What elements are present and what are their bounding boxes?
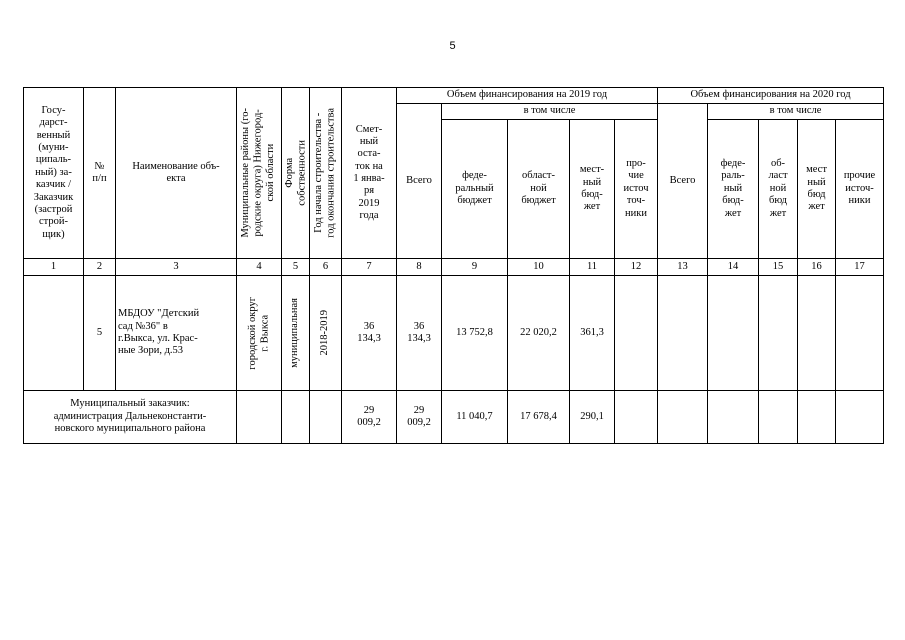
column-number: 5 [282,259,310,276]
header-fin-2019: Объем финансирования на 2019 год [397,88,658,104]
header-other-2020: прочие источ- ники [836,120,884,259]
column-number: 17 [836,259,884,276]
header-local-2019: мест- ный бюд- жет [570,120,615,259]
header-regional-2020: об- ласт ной бюд жет [759,120,798,259]
table-row-customer-total [24,391,884,444]
cell-district [237,391,282,444]
column-number: 10 [508,259,570,276]
header-total-2020: Всего [658,104,708,259]
column-number: 7 [342,259,397,276]
cell-local-2020 [798,276,836,391]
column-number: 14 [708,259,759,276]
column-number: 9 [442,259,508,276]
cell-local-2019: 361,3 [570,276,615,391]
cell-total-2019: 36 134,3 [397,276,442,391]
cell-estimate: 29 009,2 [342,391,397,444]
cell-ownership [282,391,310,444]
header-incl-2019: в том числе [442,104,658,120]
column-number: 8 [397,259,442,276]
column-number: 4 [237,259,282,276]
header-years: Год начала строительства - год окончания строительства [310,88,342,259]
cell-num: 5 [84,276,116,391]
header-regional-2019: област- ной бюджет [508,120,570,259]
column-number: 6 [310,259,342,276]
cell-customer-label: Муниципальный заказчик: администрация Дальнеконстанти- новского муниципального района [24,391,237,444]
column-number: 15 [759,259,798,276]
cell-federal-2020 [708,391,759,444]
cell-object-name: МБДОУ "Детский сад №36" в г.Выкса, ул. Крас- ные Зори, д.53 [116,276,237,391]
column-number: 13 [658,259,708,276]
header-fin-2020: Объем финансирования на 2020 год [658,88,884,104]
cell-regional-2019: 17 678,4 [508,391,570,444]
cell-other-2019 [615,391,658,444]
cell-other-2020 [836,276,884,391]
header-federal-2019: феде- ральный бюджет [442,120,508,259]
header-estimate: Смет- ный оста- ток на 1 янва- ря 2019 года [342,88,397,259]
header-total-2019: Всего [397,104,442,259]
page-number: 5 [449,40,456,52]
header-incl-2020: в том числе [708,104,884,120]
cell-total-2019: 29 009,2 [397,391,442,444]
cell-other-2019 [615,276,658,391]
header-ownership: Форма собственности [282,88,310,259]
cell-regional-2020 [759,276,798,391]
cell-years [310,391,342,444]
cell-federal-2019: 11 040,7 [442,391,508,444]
cell-total-2020 [658,391,708,444]
cell-customer [24,276,84,391]
column-number: 3 [116,259,237,276]
cell-total-2020 [658,276,708,391]
header-num: № п/п [84,88,116,259]
column-number: 11 [570,259,615,276]
cell-district: городской округ г. Выкса [237,276,282,391]
cell-federal-2019: 13 752,8 [442,276,508,391]
header-federal-2020: феде- раль- ный бюд- жет [708,120,759,259]
table-row-object [24,276,884,391]
header-districts: Муниципальные районы (го- родские округа) Нижегород- ской области [237,88,282,259]
column-numbers-row [24,259,884,276]
column-number: 2 [84,259,116,276]
cell-ownership: муниципальная [282,276,310,391]
financing-table [23,87,884,444]
cell-regional-2020 [759,391,798,444]
cell-local-2020 [798,391,836,444]
header-customer: Госу- дарст- венный (муни- ципаль- ный) за- казчик / Заказчик (застрой строй- щик) [24,88,84,259]
header-other-2019: про- чие источ точ- ники [615,120,658,259]
header-local-2020: мест ный бюд жет [798,120,836,259]
header-object-name: Наименование объ- екта [116,88,237,259]
cell-local-2019: 290,1 [570,391,615,444]
cell-years: 2018-2019 [310,276,342,391]
cell-federal-2020 [708,276,759,391]
column-number: 1 [24,259,84,276]
column-number: 12 [615,259,658,276]
cell-estimate: 36 134,3 [342,276,397,391]
cell-other-2020 [836,391,884,444]
cell-regional-2019: 22 020,2 [508,276,570,391]
column-number: 16 [798,259,836,276]
